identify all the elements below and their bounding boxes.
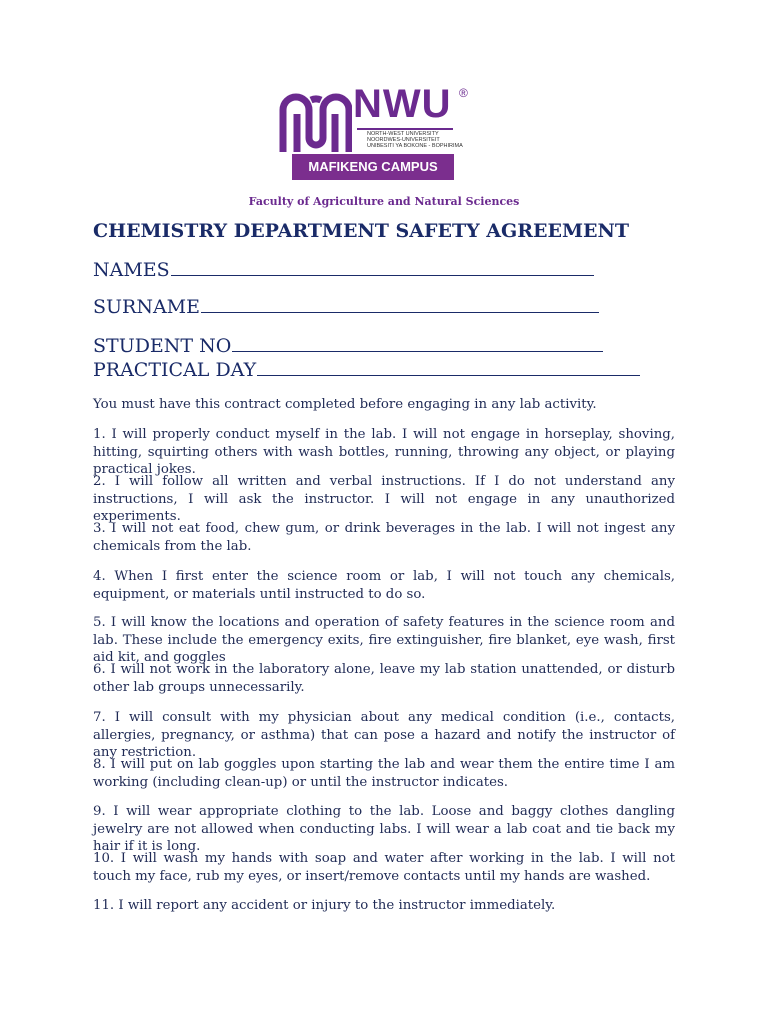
rule-item: 11. I will report any accident or injury to the instructor immediately.	[93, 898, 556, 913]
registered-mark: ®	[459, 86, 468, 100]
names-field[interactable]	[93, 259, 594, 281]
student-no-field[interactable]	[93, 335, 603, 357]
rule-item: 1. I will properly conduct myself in the lab. I will not engage in horseplay, shoving, hitting, squirting others with wash bottles, running, throwing any object, or playing practical jokes.	[93, 427, 675, 477]
surname-blank-line[interactable]	[201, 311, 599, 313]
names-label: NAMES	[93, 259, 170, 281]
surname-label: SURNAME	[93, 296, 201, 318]
faculty-name: Faculty of Agriculture and Natural Sciences	[248, 195, 520, 208]
rule-item: 9. I will wear appropriate clothing to the lab. Loose and baggy clothes dangling jewelry are not allowed when conducting labs. I will wear a lab coat and tie back my hair if it is long.	[93, 804, 675, 854]
nwu-logo	[277, 84, 477, 184]
logo-wordmark: NWU	[353, 82, 452, 126]
names-blank-line[interactable]	[171, 274, 594, 276]
rule-item: 5. I will know the locations and operation of safety features in the science room and lab. These include the emergency exits, fire extinguisher, fire blanket, eye wash, first aid kit, and goggles	[93, 615, 675, 665]
logo-subtext-line: NORTH-WEST UNIVERSITY	[367, 131, 439, 137]
rule-item: 2. I will follow all written and verbal instructions. If I do not understand any instructions, I will ask the instructor. I will not engage in any unauthorized experiments.	[93, 474, 675, 524]
campus-banner: MAFIKENG CAMPUS	[292, 154, 454, 180]
rule-item: 7. I will consult with my physician about any medical condition (i.e., contacts, allergies, pregnancy, or asthma) that can pose a hazard and notify the instructor of any restriction.	[93, 710, 675, 760]
logo-divider	[357, 128, 453, 130]
practical-day-label: PRACTICAL DAY	[93, 359, 257, 381]
surname-field[interactable]	[93, 296, 599, 318]
document-title: CHEMISTRY DEPARTMENT SAFETY AGREEMENT	[93, 220, 630, 242]
rule-item: 4. When I first enter the science room or lab, I will not touch any chemicals, equipment, or materials until instructed to do so.	[93, 569, 675, 602]
intro-text: You must have this contract completed before engaging in any lab activity.	[93, 397, 597, 412]
student-no-label: STUDENT NO	[93, 335, 232, 357]
rule-item: 3. I will not eat food, chew gum, or drink beverages in the lab. I will not ingest any chemicals from the lab.	[93, 521, 675, 554]
practical-day-blank-line[interactable]	[257, 374, 640, 376]
logo-subtext-line: NOORDWES-UNIVERSITEIT	[367, 137, 440, 143]
logo-subtext-line: UNIBESITI YA BOKONE - BOPHIRIMA	[367, 143, 463, 149]
rule-item: 10. I will wash my hands with soap and water after working in the lab. I will not touch my face, rub my eyes, or insert/remove contacts until my hands are washed.	[93, 851, 675, 884]
nwu-emblem-icon	[277, 88, 352, 152]
rule-item: 8. I will put on lab goggles upon starting the lab and wear them the entire time I am working (including clean-up) or until the instructor indicates.	[93, 757, 675, 790]
student-no-blank-line[interactable]	[232, 350, 603, 352]
practical-day-field[interactable]	[93, 359, 640, 381]
rule-item: 6. I will not work in the laboratory alone, leave my lab station unattended, or disturb other lab groups unnecessarily.	[93, 662, 675, 695]
logo-subtext	[367, 131, 467, 149]
